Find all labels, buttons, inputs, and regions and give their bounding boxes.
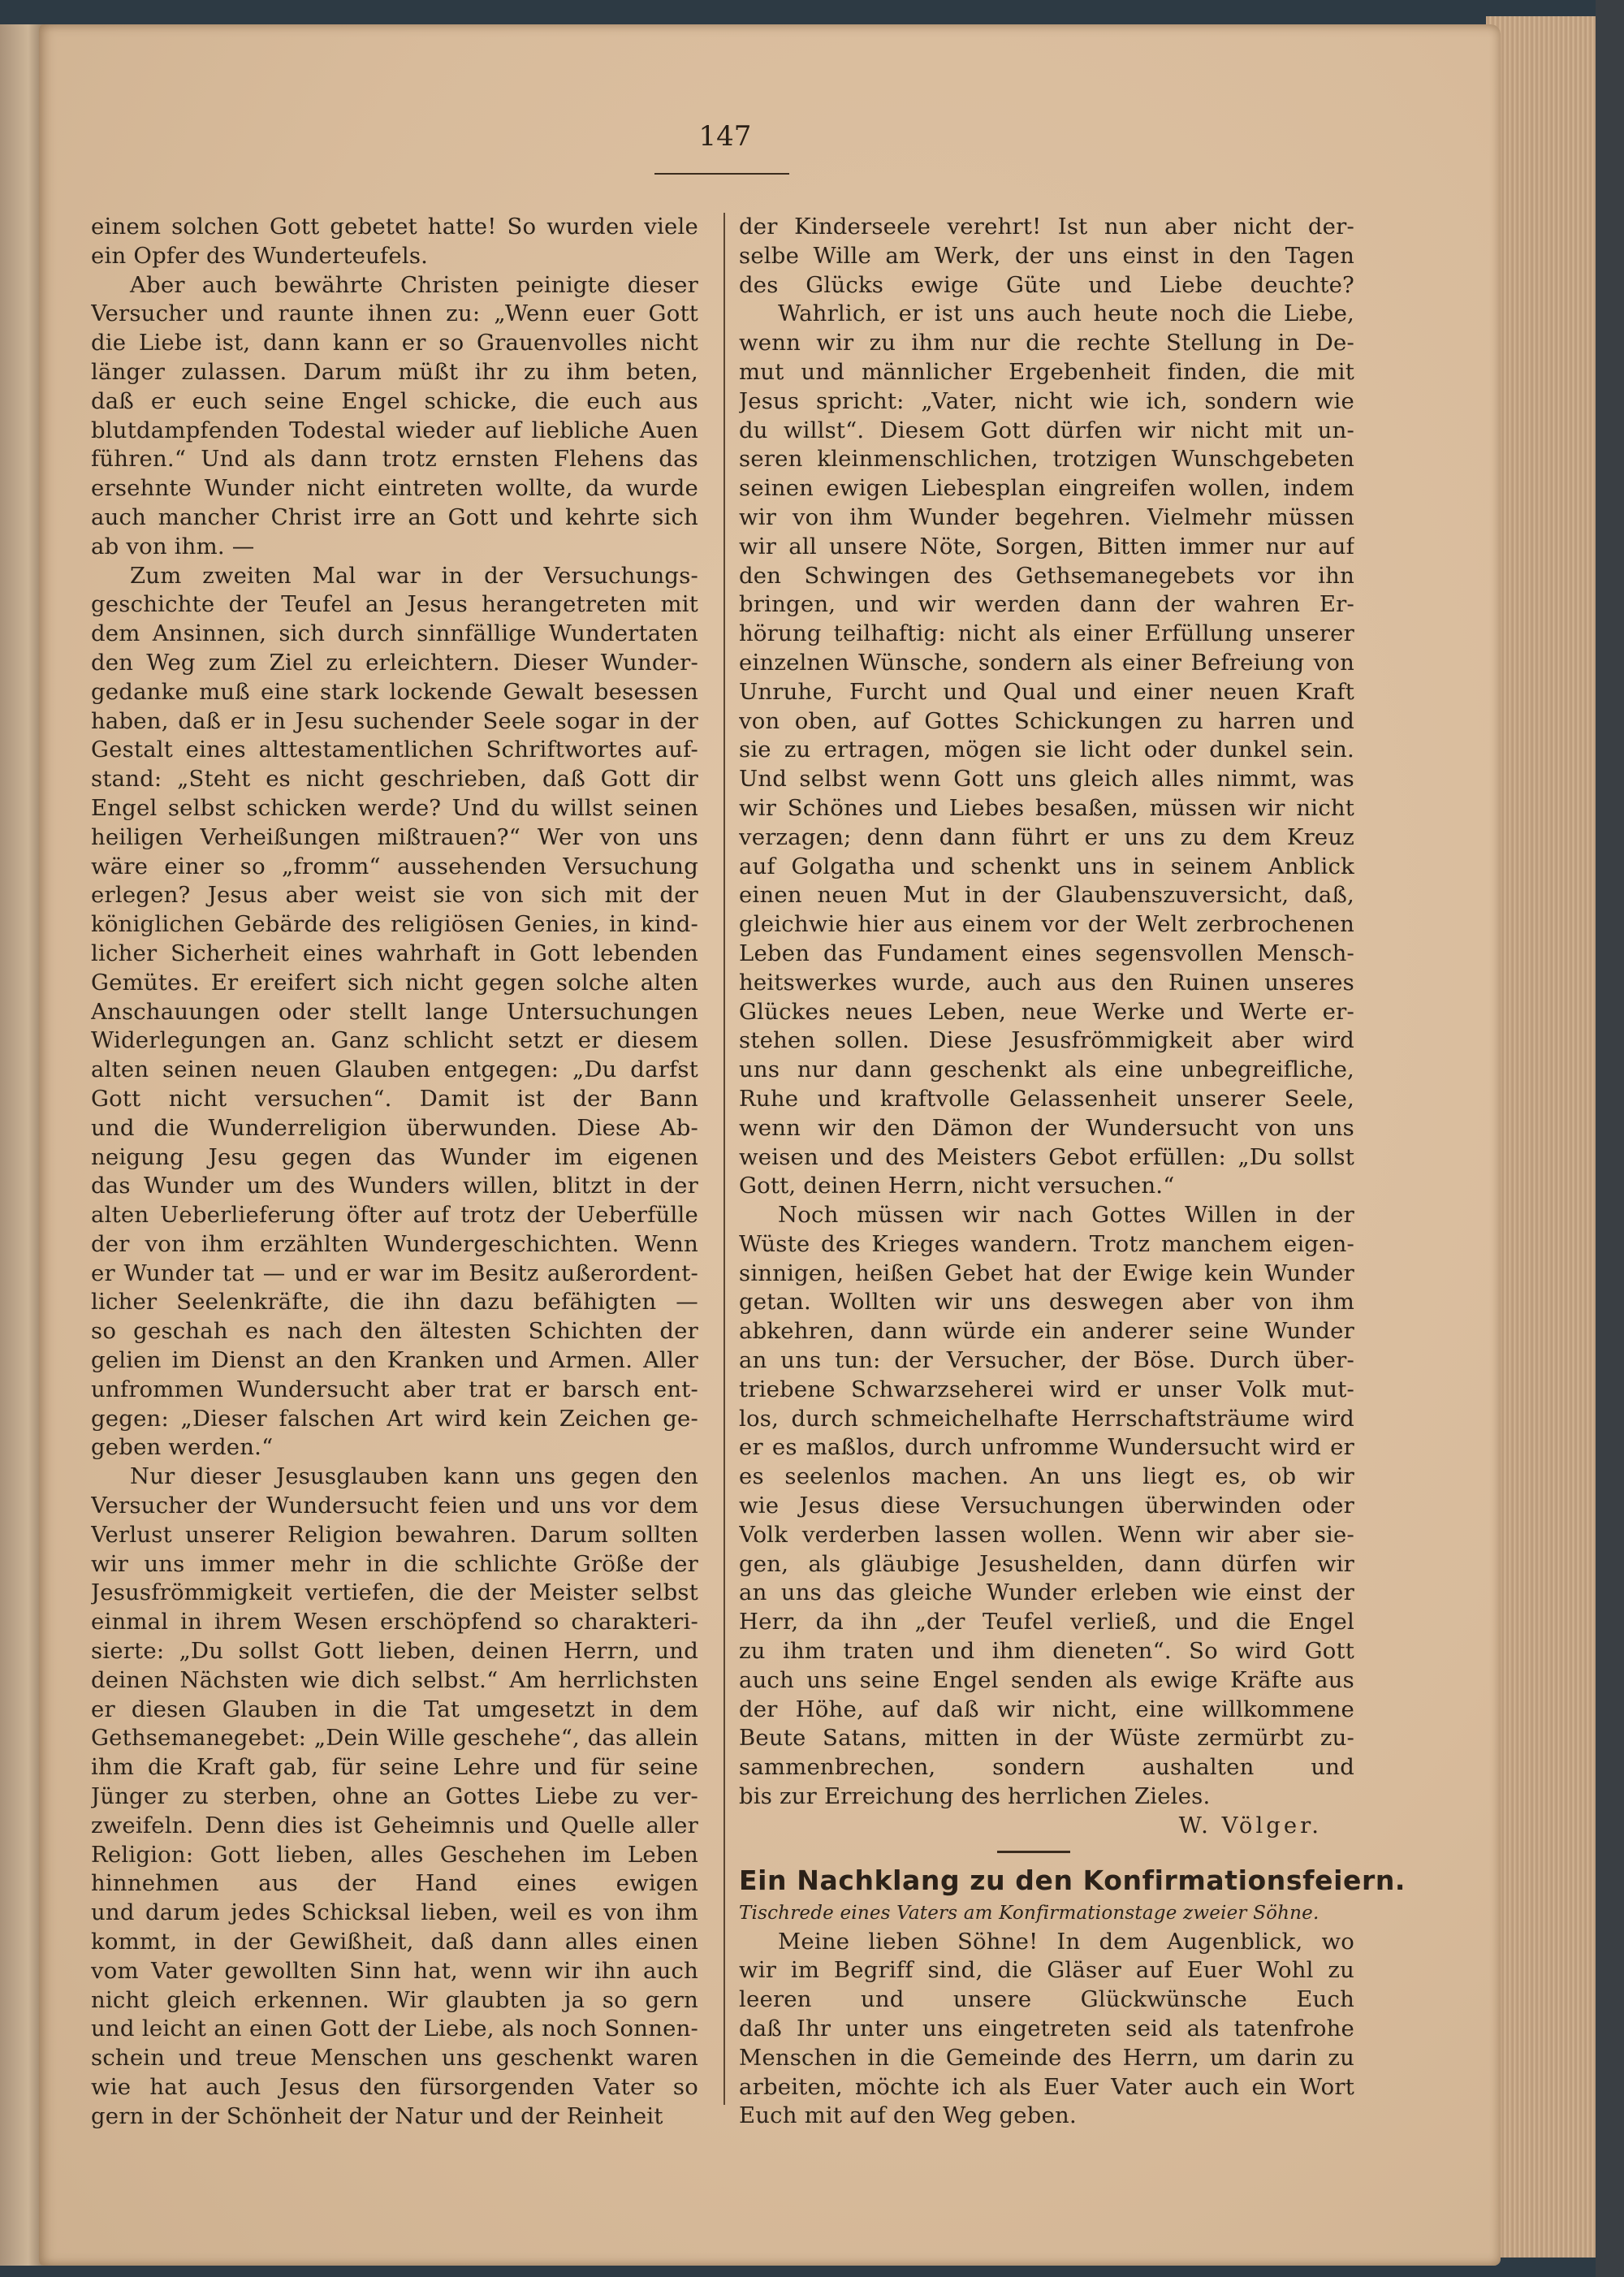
text-line: Leben das Fundament eines segensvollen Mensch-	[739, 940, 1354, 966]
text-line: der von ihm erzählten Wundergeschichten. Wenn	[91, 1230, 698, 1257]
text-line: Gethsemanegebet: „Dein Wille geschehe“, das allein	[91, 1725, 698, 1752]
text-line: hörung teilhaftig: nicht als einer Erfüllung unserer	[739, 620, 1354, 647]
text-line: führen.“ Und als dann trotz ernsten Flehens das	[91, 446, 698, 473]
text-line: mut und männlicher Ergebenheit finden, die mit	[739, 358, 1354, 385]
text-line: bis zur Erreichung des herrlichen Zieles.	[739, 1783, 1211, 1810]
text-line: sierte: „Du sollst Gott lieben, deinen Herrn, und	[91, 1638, 698, 1665]
text-line: Glückes neues Leben, neue Werke und Werte er-	[739, 998, 1354, 1025]
text-line: gegen: „Dieser falschen Art wird kein Zeichen ge-	[91, 1405, 698, 1432]
text-line: haben, daß er in Jesu suchender Seele sogar in der	[91, 707, 698, 734]
author-signature: W. Völger.	[1178, 1812, 1322, 1838]
text-line: Gott nicht versuchen“. Damit ist der Bann	[91, 1085, 698, 1112]
text-line: einzelnen Wünsche, sondern als einer Befreiung von	[739, 649, 1354, 676]
text-line: erlegen? Jesus aber weist sie von sich mit der	[91, 882, 698, 909]
text-line: gern in der Schönheit der Natur und der Reinheit	[91, 2102, 663, 2129]
text-line: einen neuen Mut in der Glaubenszuversicht, daß,	[739, 882, 1354, 909]
text-line: wir von ihm Wunder begehren. Vielmehr müssen	[739, 503, 1354, 530]
text-line: licher Sicherheit eines wahrhaft in Gott lebenden	[91, 940, 698, 966]
text-line: an uns das gleiche Wunder erleben wie einst der	[739, 1579, 1354, 1606]
text-line: neigung Jesu gegen das Wunder im eigenen	[91, 1143, 698, 1170]
text-line: gedanke muß eine stark lockende Gewalt besessen	[91, 678, 698, 705]
text-line: stand: „Steht es nicht geschrieben, daß Gott dir	[91, 766, 698, 793]
book-cover-edge	[1596, 0, 1624, 2277]
text-line: dem Ansinnen, sich durch sinnfällige Wundertaten	[91, 620, 698, 647]
text-line: blutdampfenden Todestal wieder auf liebliche Auen	[91, 417, 698, 443]
text-line: so geschah es nach den ältesten Schichten der	[91, 1318, 698, 1345]
text-line: einem solchen Gott gebetet hatte! So wurden viele	[91, 214, 698, 240]
text-line: verzagen; denn dann führt er uns zu dem Kreuz	[739, 823, 1354, 850]
text-line: ein Opfer des Wunderteufels.	[91, 242, 429, 269]
text-line: er es maßlos, durch unfromme Wundersucht wird er	[739, 1434, 1354, 1461]
text-line: kommt, in der Gewißheit, daß dann alles einen	[91, 1929, 698, 1955]
text-line: arbeiten, möchte ich als Euer Vater auch ein Wort	[739, 2073, 1354, 2100]
text-line: er Wunder tat — und er war im Besitz außerordent-	[91, 1259, 698, 1286]
text-line: wie Jesus diese Versuchungen überwinden oder	[739, 1493, 1354, 1519]
text-line: Und selbst wenn Gott uns gleich alles nimmt, was	[739, 766, 1354, 793]
text-line: Gott, deinen Herrn, nicht versuchen.“	[739, 1173, 1175, 1199]
text-line: zweifeln. Denn dies ist Geheimnis und Quelle aller	[91, 1812, 698, 1838]
text-line: leeren und unsere Glückwünsche Euch	[739, 1986, 1354, 2013]
text-line: zu ihm traten und ihm dieneten“. So wird Gott	[739, 1638, 1354, 1665]
section-divider	[997, 1851, 1070, 1853]
text-line: seren kleinmenschlichen, trotzigen Wunschgebeten	[739, 446, 1354, 473]
text-line: Gestalt eines alttestamentlichen Schriftwortes auf-	[91, 737, 698, 763]
text-line: und leicht an einen Gott der Liebe, als noch Sonnen-	[91, 2016, 698, 2042]
left-column	[91, 213, 698, 2132]
text-line: nicht gleich erkennen. Wir glaubten ja so gern	[91, 1986, 698, 2013]
text-line: sinnigen, heißen Gebet hat der Ewige kein Wunder	[739, 1259, 1354, 1286]
text-line: Religion: Gott lieben, alles Geschehen im Leben	[91, 1841, 698, 1868]
text-line: hinnehmen aus der Hand eines ewigen	[91, 1870, 698, 1897]
text-line: auf Golgatha und schenkt uns in seinem Anblick	[739, 853, 1354, 879]
text-line: uns nur dann geschenkt als eine unbegreifliche,	[739, 1056, 1354, 1083]
article-heading: Ein Nachklang zu den Konfirmationsfeiern.	[739, 1864, 1406, 1896]
text-line: und darum jedes Schicksal lieben, weil es von ihm	[91, 1899, 698, 1926]
text-line: Anschauungen oder stellt lange Untersuchungen	[91, 998, 698, 1025]
text-line: heitswerkes wurde, auch aus den Ruinen unseres	[739, 969, 1354, 996]
text-line: Noch müssen wir nach Gottes Willen in der	[778, 1202, 1354, 1229]
text-line: Nur dieser Jesusglauben kann uns gegen den	[130, 1463, 698, 1490]
text-line: wir Schönes und Liebes besaßen, müssen wir nicht	[739, 794, 1354, 821]
text-line: geschichte der Teufel an Jesus herangetreten mit	[91, 591, 698, 618]
text-line: schein und treue Menschen uns geschenkt waren	[91, 2045, 698, 2072]
text-line: der Höhe, auf daß wir nicht, eine willkommene	[739, 1696, 1354, 1722]
text-line: heiligen Verheißungen mißtrauen?“ Wer von uns	[91, 823, 698, 850]
text-line: auch uns seine Engel senden als ewige Kräfte aus	[739, 1666, 1354, 1693]
text-line: Wüste des Krieges wandern. Trotz manchem eigen-	[739, 1230, 1354, 1257]
column-divider	[723, 213, 725, 2105]
text-line: getan. Wollten wir uns deswegen aber von ihm	[739, 1289, 1354, 1316]
text-line: abkehren, dann würde ein anderer seine Wunder	[739, 1318, 1354, 1345]
text-line: des Glücks ewige Güte und Liebe deuchte?	[739, 271, 1354, 298]
text-line: Volk verderben lassen wollen. Wenn wir aber sie-	[739, 1521, 1354, 1548]
text-line: der Kinderseele verehrt! Ist nun aber nicht der-	[739, 214, 1354, 240]
text-line: länger zulassen. Darum müßt ihr zu ihm beten,	[91, 358, 698, 385]
text-line: vom Vater gewollten Sinn hat, wenn wir ihn auch	[91, 1957, 698, 1984]
text-line: daß er euch seine Engel schicke, die euch aus	[91, 387, 698, 414]
text-line: Unruhe, Furcht und Qual und einer neuen Kraft	[739, 678, 1354, 705]
text-line: los, durch schmeichelhafte Herrschaftsträume wird	[739, 1405, 1354, 1432]
text-line: gleichwie hier aus einem vor der Welt zerbrochenen	[739, 911, 1354, 938]
text-line: gen, als gläubige Jesushelden, dann dürfen wir	[739, 1550, 1354, 1577]
text-line: alten seinen neuen Glauben entgegen: „Du darfst	[91, 1056, 698, 1083]
text-line: Engel selbst schicken werde? Und du willst seinen	[91, 794, 698, 821]
text-line: das Wunder um des Wunders willen, blitzt in der	[91, 1173, 698, 1199]
text-line: licher Seelenkräfte, die ihn dazu befähigten —	[91, 1289, 698, 1316]
page-number-rule	[654, 173, 789, 175]
text-line: wir all unsere Nöte, Sorgen, Bitten immer nur auf	[739, 533, 1354, 560]
text-line: geben werden.“	[91, 1434, 274, 1461]
text-line: wenn wir zu ihm nur die rechte Stellung in De-	[739, 330, 1354, 356]
text-line: von oben, auf Gottes Schickungen zu harren und	[739, 707, 1354, 734]
text-line: Jesus spricht: „Vater, nicht wie ich, sondern wie	[739, 387, 1354, 414]
text-line: Beute Satans, mitten in der Wüste zermürbt zu-	[739, 1725, 1354, 1752]
text-line: Versucher und raunte ihnen zu: „Wenn euer Gott	[91, 300, 698, 327]
text-line: königlichen Gebärde des religiösen Genies, in kind-	[91, 911, 698, 938]
text-line: Ruhe und kraftvolle Gelassenheit unserer Seele,	[739, 1085, 1354, 1112]
text-line: bringen, und wir werden dann der wahren Er-	[739, 591, 1354, 618]
text-line: gelien im Dienst an den Kranken und Armen. Aller	[91, 1347, 698, 1374]
text-line: einmal in ihrem Wesen erschöpfend so charakteri-	[91, 1609, 698, 1635]
text-line: sammenbrechen, sondern aushalten und	[739, 1754, 1354, 1781]
second-article-body	[739, 1928, 1354, 2132]
text-line: den Weg zum Ziel zu erleichtern. Dieser Wunder-	[91, 649, 698, 676]
text-line: weisen und des Meisters Gebot erfüllen: „Du sollst	[739, 1143, 1354, 1170]
text-line: daß Ihr unter uns eingetreten seid als tatenfrohe	[739, 2016, 1354, 2042]
text-line: und die Wunderreligion überwunden. Diese Ab-	[91, 1114, 698, 1141]
text-line: Widerlegungen an. Ganz schlicht setzt er diesem	[91, 1027, 698, 1054]
text-line: wenn wir den Dämon der Wundersucht von uns	[739, 1114, 1354, 1141]
text-line: ersehnte Wunder nicht eintreten wollte, da wurde	[91, 475, 698, 502]
text-line: Verlust unserer Religion bewahren. Darum sollten	[91, 1521, 698, 1548]
text-line: die Liebe ist, dann kann er so Grauenvolles nicht	[91, 330, 698, 356]
text-line: triebene Schwarzseherei wird er unser Volk mut-	[739, 1376, 1354, 1402]
text-line: wäre einer so „fromm“ aussehenden Versuchung	[91, 853, 698, 879]
text-line: Meine lieben Söhne! In dem Augenblick, wo	[778, 1928, 1354, 1955]
text-line: Jünger zu sterben, ohne an Gottes Liebe zu ver-	[91, 1783, 698, 1810]
text-line: Zum zweiten Mal war in der Versuchungs-	[130, 562, 698, 589]
page-number: 147	[698, 120, 752, 153]
text-line: du willst“. Diesem Gott dürfen wir nicht mit un-	[739, 417, 1354, 443]
right-column	[739, 213, 1406, 2131]
text-line: seinen ewigen Liebesplan eingreifen wollen, indem	[739, 475, 1354, 502]
text-line: ab von ihm. —	[91, 533, 255, 560]
text-line: Jesusfrömmigkeit vertiefen, die der Meister selbst	[91, 1579, 698, 1606]
text-line: sie zu ertragen, mögen sie licht oder dunkel sein.	[739, 737, 1354, 763]
text-line: ihm die Kraft gab, für seine Lehre und für seine	[91, 1754, 698, 1781]
page-stack-edge	[1486, 16, 1608, 2258]
text-line: alten Ueberlieferung öfter auf trotz der Ueberfülle	[91, 1202, 698, 1229]
book-page	[39, 24, 1501, 2266]
text-line: auch mancher Christ irre an Gott und kehrte sich	[91, 503, 698, 530]
text-line: den Schwingen des Gethsemanegebets vor ihn	[739, 562, 1354, 589]
text-line: Herr, da ihn „der Teufel verließ, und die Engel	[739, 1609, 1354, 1635]
text-line: wie hat auch Jesus den fürsorgenden Vater so	[91, 2074, 698, 2100]
text-line: stehen sollen. Diese Jesusfrömmigkeit aber wird	[739, 1027, 1354, 1054]
text-line: Versucher der Wundersucht feien und uns vor dem	[91, 1493, 698, 1519]
article-continuation	[739, 213, 1354, 1812]
text-line: wir im Begriff sind, die Gläser auf Euer Wohl zu	[739, 1957, 1354, 1984]
text-line: wir uns immer mehr in die schlichte Größe der	[91, 1550, 698, 1577]
text-line: Aber auch bewährte Christen peinigte dieser	[130, 271, 698, 298]
text-line: selbe Wille am Werk, der uns einst in den Tagen	[739, 242, 1354, 269]
text-line: deinen Nächsten wie dich selbst.“ Am herrlichsten	[91, 1666, 698, 1693]
text-line: Wahrlich, er ist uns auch heute noch die Liebe,	[778, 300, 1354, 327]
text-line: Gemütes. Er ereifert sich nicht gegen solche alten	[91, 969, 698, 996]
text-line: Menschen in die Gemeinde des Herrn, um darin zu	[739, 2044, 1354, 2071]
text-line: er diesen Glauben in die Tat umgesetzt in dem	[91, 1696, 698, 1722]
text-line: unfrommen Wundersucht aber trat er barsch ent-	[91, 1376, 698, 1402]
article-subheading: Tischrede eines Vaters am Konfirmationstage zweier Söhne.	[739, 1902, 1320, 1924]
text-line: es seelenlos machen. An uns liegt es, ob wir	[739, 1463, 1354, 1490]
text-line: an uns tun: der Versucher, der Böse. Durch über-	[739, 1347, 1354, 1374]
text-line: Euch mit auf den Weg geben.	[739, 2102, 1077, 2129]
